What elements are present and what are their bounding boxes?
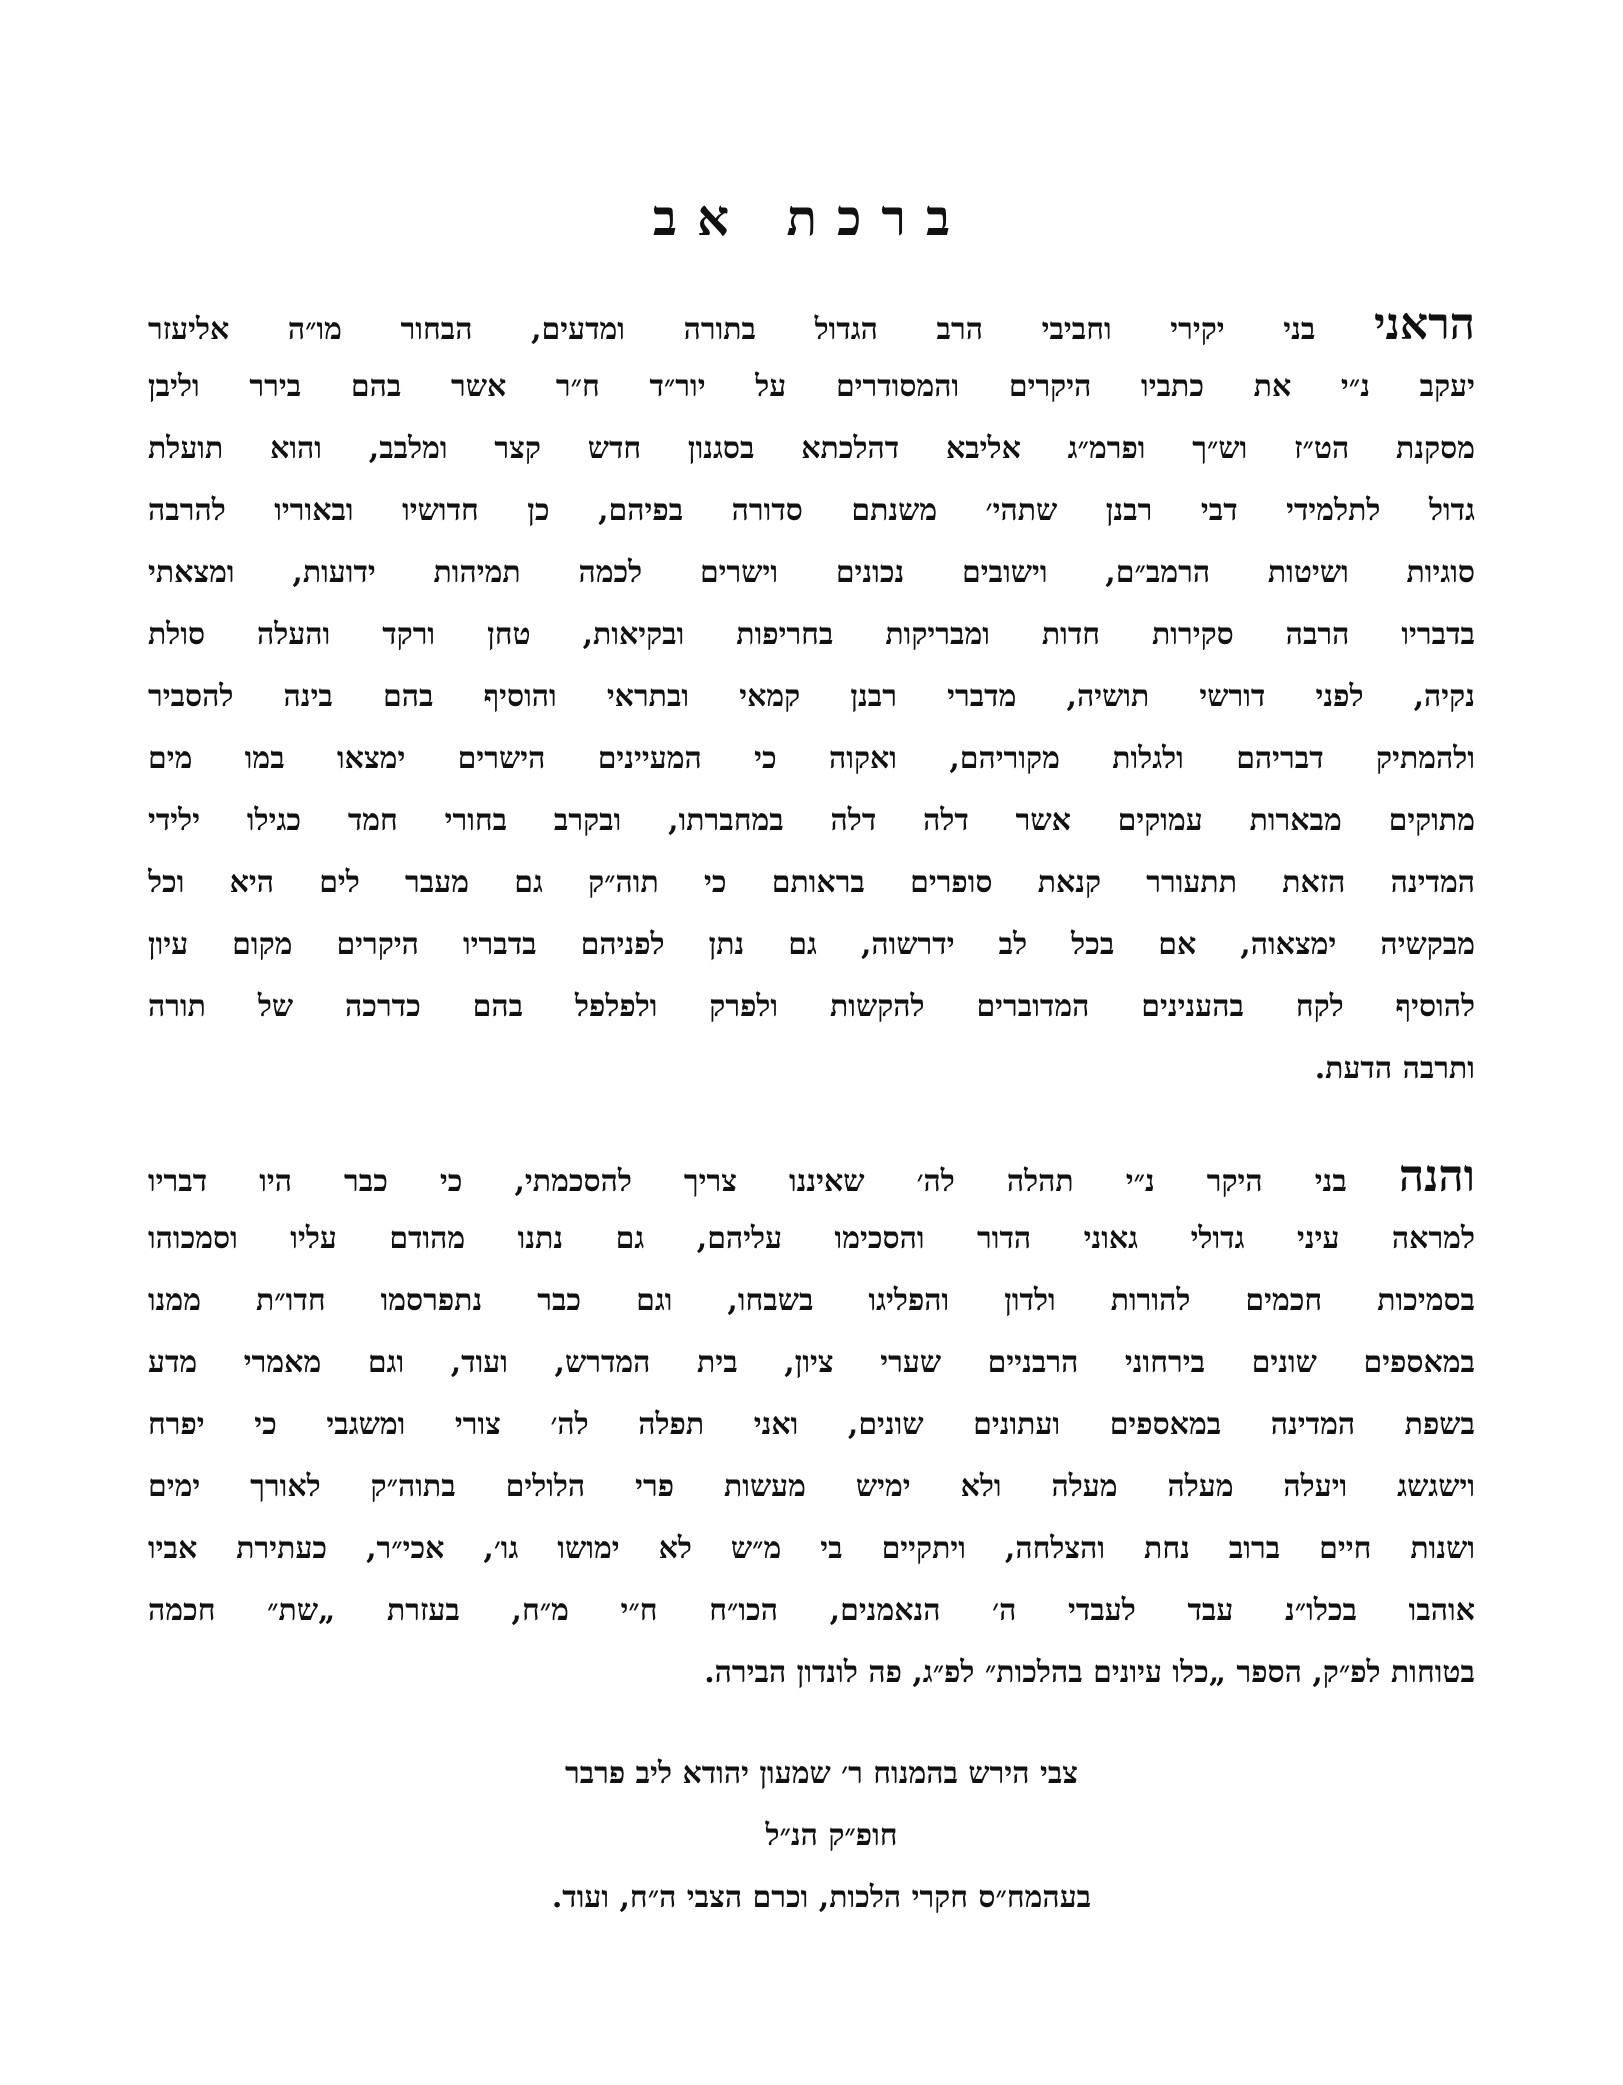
paragraph-2-line-text: אוהבו בכלו״נ עבד לעבדי ה׳ הנאמנים, הכו״ח ח״י מ״ח, בעזרת „שת״ חכמה [148,1593,1475,1628]
paragraph-1-line [148,976,1475,1038]
paragraph-1-line [148,480,1475,542]
paragraph-1-line-text: בדבריו הרבה סקירות חדות ומבריקות בחריפות ובקיאות, טחן ורקד והעלה סולת [148,617,1475,652]
paragraph-1-line [148,418,1475,480]
page-title: ברכת אב [652,188,971,247]
paragraph-2-line-text: במאספים שונים בירחוני הרבניים שערי ציון, בית המדרש, ועוד, וגם מאמרי מדע [148,1345,1475,1380]
signature-block [0,1743,1623,1929]
paragraph-1-line-text: המדינה הזאת תתעורר קנאת סופרים בראותם כי תוה״ק גם מעבר לים היא וכל [148,865,1475,900]
paragraph-2-line-text: וישגשג ויעלה מעלה מעלה ולא ימיש מעשות פרי הלולים בתוה״ק לאורך ימים [148,1469,1475,1504]
signature-name: צבי הירש בהמנוח ר׳ שמעון יהודא ליב פרבר [564,1756,1079,1791]
signature-works: בעהמח״ס חקרי הלכות, וכרם הצבי ה״ח, ועוד. [551,1880,1092,1915]
paragraph-1-line [148,356,1475,418]
paragraph-1-line-text: יעקב נ״י את כתביו היקרים והמסודרים על יור״ד ח״ר אשר בהם בירר וליבן [148,369,1475,404]
paragraph-1 [148,294,1475,1100]
paragraph-1-lead-word: הראני [1373,299,1475,350]
paragraph-1-line-text: ותרבה הדעת. [1314,1051,1475,1086]
signature-position: חופ״ק הנ״ל [765,1818,898,1853]
paragraph-1-line-text: ולהמתיק דבריהם ולגלות מקוריהם, ואקוה כי המעיינים הישרים ימצאו במו מים [148,741,1475,776]
paragraph-1-line [148,914,1475,976]
paragraph-1-line-text: נקיה, לפני דורשי תושיה, מדברי רבנן קמאי ובתראי והוסיף בהם בינה להסביר [148,679,1475,714]
paragraph-2-line [148,1208,1475,1270]
paragraph-1-line [148,790,1475,852]
paragraph-2-line-text: בשפת המדינה במאספים ועתונים שונים, ואני תפלה לה׳ צורי ומשגבי כי יפרח [148,1407,1475,1442]
paragraph-1-line [148,728,1475,790]
paragraph-1-line-text: סוגיות ושיטות הרמב״ם, וישובים נכונים וישרים לכמה תמיהות ידועות, ומצאתי [148,555,1475,590]
paragraph-2-line-text: בני היקר נ״י תהלה לה׳ שאיננו צריך להסכמתי, כי כבר היו דבריו [148,1164,1399,1199]
paragraph-1-line [148,542,1475,604]
paragraph-1-line [148,1038,1475,1100]
paragraph-2-line [148,1394,1475,1456]
paragraph-1-line [148,852,1475,914]
paragraph-1-line [148,666,1475,728]
paragraph-2-line-text: ושנות חיים ברוב נחת והצלחה, ויתקיים בי מ״ש לא ימושו גו׳, אכי״ר, כעתירת אביו [148,1531,1475,1566]
paragraph-2-lead-word: והנה [1398,1151,1475,1202]
paragraph-2-line-text: למראה עיני גדולי גאוני הדור והסכימו עליהם, גם נתנו מהודם עליו וסמכוהו [148,1221,1475,1256]
paragraph-2 [148,1146,1475,1704]
paragraph-1-line [148,294,1475,356]
paragraph-1-line-text: גדול לתלמידי דבי רבנן שתהי׳ משנתם סדורה בפיהם, כן חדושיו ובאוריו להרבה [148,493,1475,528]
paragraph-2-line [148,1270,1475,1332]
paragraph-2-line [148,1332,1475,1394]
paragraph-1-line-text: מבקשיה ימצאוה, אם בכל לב ידרשוה, גם נתן לפניהם בדבריו היקרים מקום עיון [148,927,1475,962]
paragraph-1-line-text: מסקנת הט״ז וש״ך ופרמ״ג אליבא דהלכתא בסגנון חדש קצר ומלבב, והוא תועלת [148,431,1475,466]
paragraph-1-line [148,604,1475,666]
paragraph-2-line-text: בסמיכות חכמים להורות ולדון והפליגו בשבחו, וגם כבר נתפרסמו חדו״ת ממנו [148,1283,1475,1318]
paragraph-2-line-text: בטוחות לפ״ק, הספר „כלו עיונים בהלכות״ לפ״ג, פה לונדון הבירה. [704,1655,1475,1690]
paragraph-2-line [148,1642,1475,1704]
paragraph-2-line [148,1146,1475,1208]
paragraph-2-line [148,1456,1475,1518]
paragraph-1-line-text: מתוקים מבארות עמוקים אשר דלה דלה במחברתו, ובקרב בחורי חמד כגילו ילידי [148,803,1475,838]
paragraph-1-line-text: בני יקירי וחביבי הרב הגדול בתורה ומדעים, הבחור מו״ה אליעזר [148,312,1374,347]
paragraph-2-line [148,1580,1475,1642]
paragraph-2-line [148,1518,1475,1580]
paragraph-1-line-text: להוסיף לקח בהענינים המדוברים להקשות ולפרק ולפלפל בהם כדרכה של תורה [148,989,1475,1024]
